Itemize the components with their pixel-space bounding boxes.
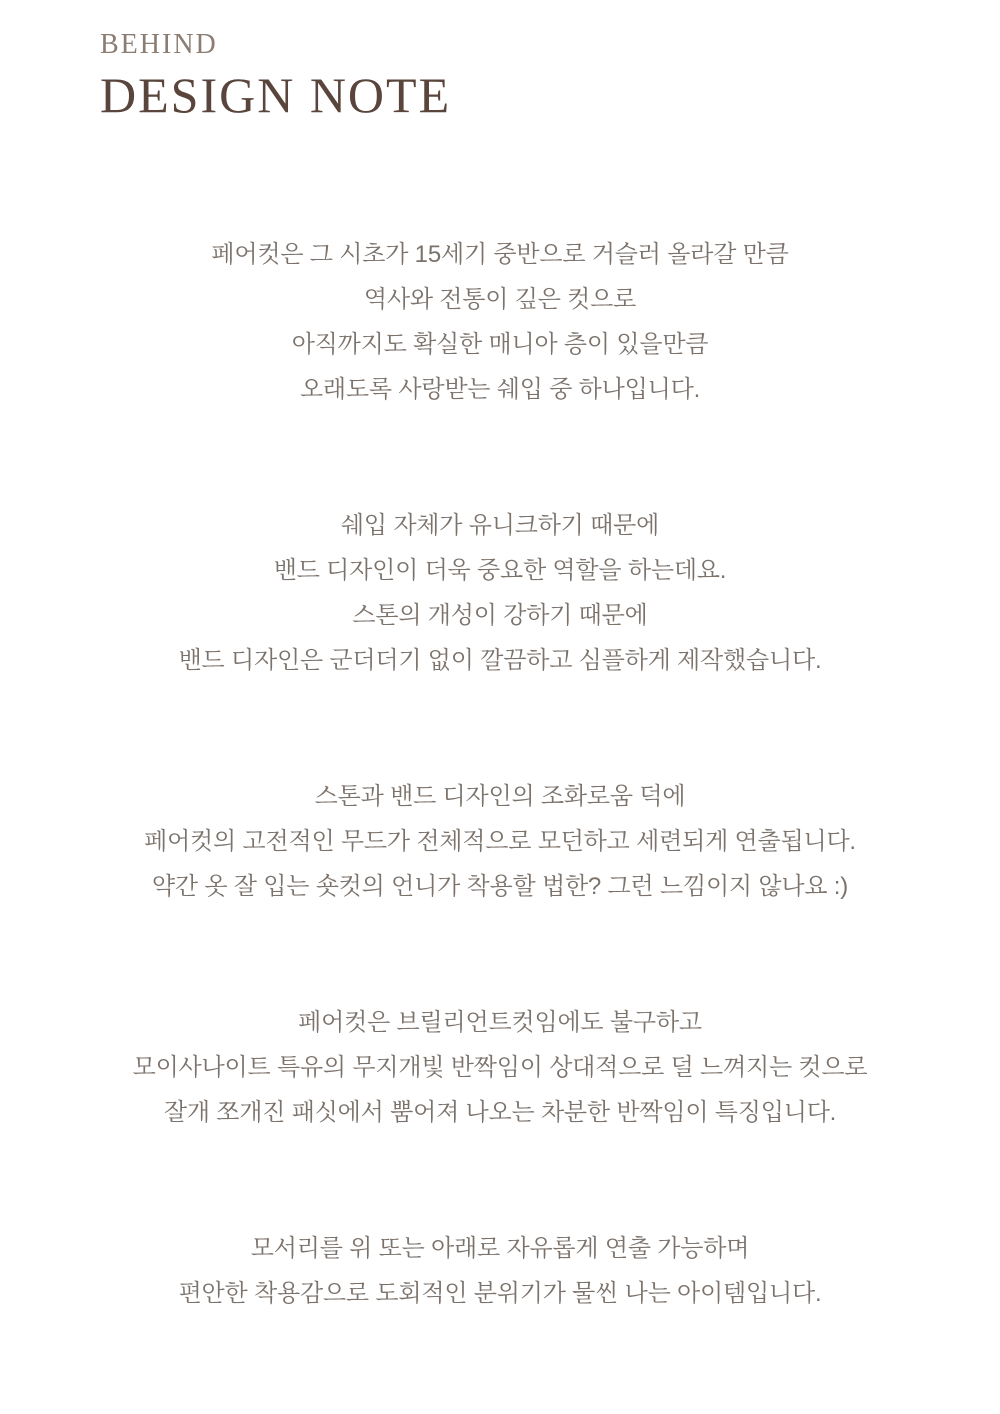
page-title: DESIGN NOTE (100, 67, 452, 123)
paragraph-band-design (0, 503, 1000, 683)
paragraph-line: 밴드 디자인은 군더더기 없이 깔끔하고 심플하게 제작했습니다. (178, 647, 822, 674)
paragraph-mood (0, 774, 1000, 909)
paragraph-line: 페어컷의 고전적인 무드가 전체적으로 모던하고 세련되게 연출됩니다. (144, 828, 856, 855)
paragraph-line: 스톤의 개성이 강하기 때문에 (352, 602, 648, 629)
paragraph-wearability (0, 1226, 1000, 1316)
paragraph-line: 오래도록 사랑받는 쉐입 중 하나입니다. (299, 376, 701, 403)
paragraph-line: 밴드 디자인이 더욱 중요한 역할을 하는데요. (273, 557, 727, 584)
paragraph-history (0, 232, 1000, 412)
paragraph-line: 약간 옷 잘 입는 숏컷의 언니가 착용할 법한? 그런 느낌이지 않나요 :) (151, 873, 849, 900)
design-note-content (0, 232, 1000, 1407)
paragraph-line: 편안한 착용감으로 도회적인 분위기가 물씬 나는 아이템입니다. (178, 1280, 822, 1307)
paragraph-line: 역사와 전통이 깊은 컷으로 (363, 286, 637, 313)
paragraph-line: 스톤과 밴드 디자인의 조화로움 덕에 (314, 783, 686, 810)
paragraph-line: 잘개 쪼개진 패싯에서 뿜어져 나오는 차분한 반짝임이 특징입니다. (163, 1099, 837, 1126)
paragraph-line: 모이사나이트 특유의 무지개빛 반짝임이 상대적으로 덜 느껴지는 컷으로 (132, 1054, 868, 1081)
header-eyebrow: BEHIND (100, 29, 218, 60)
paragraph-line: 모서리를 위 또는 아래로 자유롭게 연출 가능하며 (250, 1235, 750, 1262)
paragraph-sparkle (0, 1000, 1000, 1135)
paragraph-line: 쉐입 자체가 유니크하기 때문에 (340, 512, 660, 539)
paragraph-line: 페어컷은 그 시초가 15세기 중반으로 거슬러 올라갈 만큼 (211, 241, 789, 268)
page-header (100, 28, 451, 122)
paragraph-line: 페어컷은 브릴리언트컷임에도 불구하고 (298, 1009, 702, 1036)
paragraph-line: 아직까지도 확실한 매니아 층이 있을만큼 (291, 331, 709, 358)
